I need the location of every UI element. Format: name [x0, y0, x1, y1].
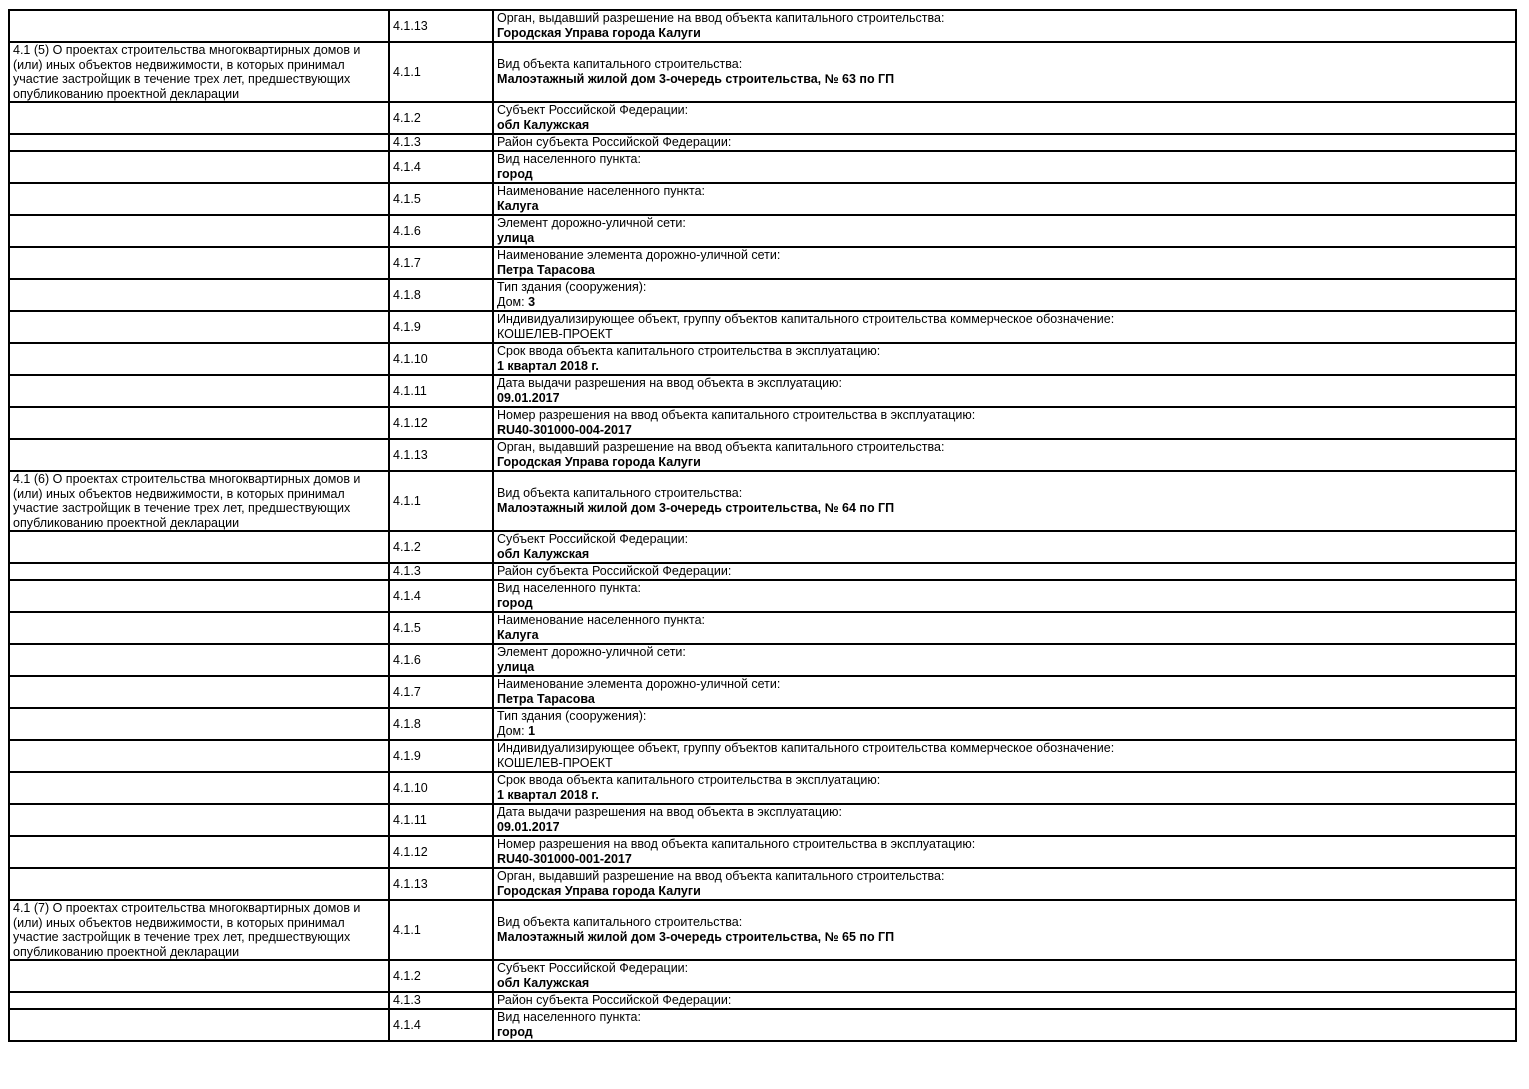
- field-value: RU40-301000-004-2017: [497, 423, 632, 437]
- field-value: Петра Тарасова: [497, 692, 595, 706]
- row-code: 4.1.11: [389, 375, 493, 407]
- row-code: 4.1.4: [389, 580, 493, 612]
- field-value: 1 квартал 2018 г.: [497, 359, 599, 373]
- field-label: Вид населенного пункта:: [497, 581, 641, 595]
- table-row: [9, 612, 1516, 644]
- section-empty-cell: [9, 183, 389, 215]
- field-value: RU40-301000-001-2017: [497, 852, 632, 866]
- field-cell: [493, 42, 1516, 102]
- table-row: [9, 676, 1516, 708]
- section-empty-cell: [9, 960, 389, 992]
- field-cell: [493, 151, 1516, 183]
- field-label: Тип здания (сооружения):: [497, 280, 647, 294]
- row-code: 4.1.6: [389, 215, 493, 247]
- section-title: 4.1 (7) О проектах строительства многоквартирных домов и (или) иных объектов недвижимости, в которых принимал участие застройщик в течение трех лет, предшествующих опубликованию проектной декларации: [13, 901, 361, 959]
- row-code: 4.1.3: [389, 992, 493, 1009]
- table-row: [9, 836, 1516, 868]
- field-cell: [493, 407, 1516, 439]
- row-code: 4.1.9: [389, 740, 493, 772]
- field-cell: [493, 992, 1516, 1009]
- section-title-cell: [9, 42, 389, 102]
- field-label: Орган, выдавший разрешение на ввод объекта капитального строительства:: [497, 440, 945, 454]
- field-label: Наименование населенного пункта:: [497, 184, 706, 198]
- field-value: КОШЕЛЕВ-ПРОЕКТ: [497, 327, 613, 341]
- field-value: 09.01.2017: [497, 391, 560, 405]
- field-value: Малоэтажный жилой дом 3-очередь строительства, № 63 по ГП: [497, 72, 895, 86]
- field-label: Дата выдачи разрешения на ввод объекта в эксплуатацию:: [497, 805, 842, 819]
- row-code: 4.1.7: [389, 247, 493, 279]
- field-label: Район субъекта Российской Федерации:: [497, 135, 732, 149]
- row-code: 4.1.1: [389, 900, 493, 960]
- field-cell: [493, 279, 1516, 311]
- table-row: [9, 375, 1516, 407]
- field-label: Орган, выдавший разрешение на ввод объекта капитального строительства:: [497, 11, 945, 25]
- row-code: 4.1.8: [389, 708, 493, 740]
- row-code: 4.1.3: [389, 563, 493, 580]
- field-cell: [493, 644, 1516, 676]
- field-value: 1 квартал 2018 г.: [497, 788, 599, 802]
- field-label: Индивидуализирующее объект, группу объектов капитального строительства коммерческое обозначение:: [497, 741, 1115, 755]
- section-empty-cell: [9, 580, 389, 612]
- row-code: 4.1.5: [389, 183, 493, 215]
- field-label: Наименование населенного пункта:: [497, 613, 706, 627]
- field-value: обл Калужская: [497, 547, 590, 561]
- field-cell: [493, 960, 1516, 992]
- section-empty-cell: [9, 612, 389, 644]
- field-cell: [493, 183, 1516, 215]
- field-value: обл Калужская: [497, 976, 590, 990]
- field-cell: [493, 311, 1516, 343]
- table-row: [9, 960, 1516, 992]
- row-code: 4.1.9: [389, 311, 493, 343]
- field-cell: [493, 10, 1516, 42]
- field-label: Срок ввода объекта капитального строительства в эксплуатацию:: [497, 773, 881, 787]
- table-row: [9, 151, 1516, 183]
- field-value-prefix: Дом:: [497, 295, 529, 309]
- field-cell: [493, 612, 1516, 644]
- table-row: [9, 471, 1516, 531]
- row-code: 4.1.3: [389, 134, 493, 151]
- field-value: город: [497, 1025, 533, 1039]
- table-row: [9, 102, 1516, 134]
- table-row: [9, 1009, 1516, 1041]
- field-label: Район субъекта Российской Федерации:: [497, 993, 732, 1007]
- row-code: 4.1.2: [389, 531, 493, 563]
- field-value: Малоэтажный жилой дом 3-очередь строительства, № 65 по ГП: [497, 930, 895, 944]
- section-empty-cell: [9, 151, 389, 183]
- field-label: Наименование элемента дорожно-уличной сети:: [497, 677, 781, 691]
- field-cell: [493, 900, 1516, 960]
- field-cell: [493, 247, 1516, 279]
- field-label: Номер разрешения на ввод объекта капитального строительства в эксплуатацию:: [497, 408, 976, 422]
- field-label: Вид населенного пункта:: [497, 1010, 641, 1024]
- section-empty-cell: [9, 102, 389, 134]
- section-title-cell: [9, 471, 389, 531]
- section-empty-cell: [9, 311, 389, 343]
- table-row: [9, 804, 1516, 836]
- field-cell: [493, 343, 1516, 375]
- row-code: 4.1.12: [389, 407, 493, 439]
- section-empty-cell: [9, 992, 389, 1009]
- section-empty-cell: [9, 531, 389, 563]
- row-code: 4.1.12: [389, 836, 493, 868]
- field-cell: [493, 531, 1516, 563]
- row-code: 4.1.11: [389, 804, 493, 836]
- row-code: 4.1.2: [389, 102, 493, 134]
- field-cell: [493, 868, 1516, 900]
- field-label: Вид объекта капитального строительства:: [497, 57, 743, 71]
- field-cell: [493, 439, 1516, 471]
- table-row: [9, 343, 1516, 375]
- field-cell: [493, 708, 1516, 740]
- section-empty-cell: [9, 134, 389, 151]
- section-empty-cell: [9, 868, 389, 900]
- field-value: улица: [497, 660, 535, 674]
- field-value: Малоэтажный жилой дом 3-очередь строительства, № 64 по ГП: [497, 501, 895, 515]
- section-title-cell: [9, 900, 389, 960]
- field-label: Субъект Российской Федерации:: [497, 532, 689, 546]
- table-row: [9, 10, 1516, 42]
- table-row: [9, 644, 1516, 676]
- section-empty-cell: [9, 740, 389, 772]
- section-empty-cell: [9, 676, 389, 708]
- table-row: [9, 900, 1516, 960]
- row-code: 4.1.5: [389, 612, 493, 644]
- field-cell: [493, 836, 1516, 868]
- section-empty-cell: [9, 804, 389, 836]
- field-label: Орган, выдавший разрешение на ввод объекта капитального строительства:: [497, 869, 945, 883]
- table-row: [9, 531, 1516, 563]
- field-value: КОШЕЛЕВ-ПРОЕКТ: [497, 756, 613, 770]
- section-empty-cell: [9, 563, 389, 580]
- row-code: 4.1.6: [389, 644, 493, 676]
- field-value: город: [497, 167, 533, 181]
- section-empty-cell: [9, 439, 389, 471]
- field-label: Тип здания (сооружения):: [497, 709, 647, 723]
- field-label: Субъект Российской Федерации:: [497, 961, 689, 975]
- row-code: 4.1.10: [389, 772, 493, 804]
- field-value: Городская Управа города Калуги: [497, 26, 701, 40]
- section-empty-cell: [9, 279, 389, 311]
- table-row: [9, 134, 1516, 151]
- table-row: [9, 772, 1516, 804]
- section-empty-cell: [9, 708, 389, 740]
- field-value: Городская Управа города Калуги: [497, 884, 701, 898]
- field-cell: [493, 772, 1516, 804]
- table-row: [9, 247, 1516, 279]
- project-declaration-table: [8, 9, 1517, 1042]
- table-row: [9, 580, 1516, 612]
- row-code: 4.1.13: [389, 439, 493, 471]
- field-label: Вид объекта капитального строительства:: [497, 915, 743, 929]
- row-code: 4.1.2: [389, 960, 493, 992]
- section-empty-cell: [9, 343, 389, 375]
- field-cell: [493, 580, 1516, 612]
- row-code: 4.1.1: [389, 471, 493, 531]
- field-value: [497, 295, 1512, 310]
- field-value: Петра Тарасова: [497, 263, 595, 277]
- field-cell: [493, 740, 1516, 772]
- table-row: [9, 183, 1516, 215]
- section-empty-cell: [9, 375, 389, 407]
- section-empty-cell: [9, 644, 389, 676]
- table-row: [9, 868, 1516, 900]
- field-cell: [493, 471, 1516, 531]
- table-row: [9, 992, 1516, 1009]
- table-row: [9, 708, 1516, 740]
- field-value: город: [497, 596, 533, 610]
- field-value: Калуга: [497, 199, 539, 213]
- table-row: [9, 42, 1516, 102]
- section-empty-cell: [9, 772, 389, 804]
- field-cell: [493, 215, 1516, 247]
- table-row: [9, 279, 1516, 311]
- field-value: Городская Управа города Калуги: [497, 455, 701, 469]
- row-code: 4.1.13: [389, 10, 493, 42]
- row-code: 4.1.8: [389, 279, 493, 311]
- field-label: Дата выдачи разрешения на ввод объекта в эксплуатацию:: [497, 376, 842, 390]
- field-label: Элемент дорожно-уличной сети:: [497, 216, 686, 230]
- field-label: Номер разрешения на ввод объекта капитального строительства в эксплуатацию:: [497, 837, 976, 851]
- field-value: Калуга: [497, 628, 539, 642]
- section-title: 4.1 (5) О проектах строительства многоквартирных домов и (или) иных объектов недвижимости, в которых принимал участие застройщик в течение трех лет, предшествующих опубликованию проектной декларации: [13, 43, 361, 101]
- field-label: Район субъекта Российской Федерации:: [497, 564, 732, 578]
- field-value: улица: [497, 231, 535, 245]
- table-row: [9, 740, 1516, 772]
- field-value-prefix: Дом:: [497, 724, 529, 738]
- field-cell: [493, 804, 1516, 836]
- field-value: [497, 724, 1512, 739]
- row-code: 4.1.1: [389, 42, 493, 102]
- section-empty-cell: [9, 247, 389, 279]
- row-code: 4.1.10: [389, 343, 493, 375]
- field-label: Индивидуализирующее объект, группу объектов капитального строительства коммерческое обозначение:: [497, 312, 1115, 326]
- section-empty-cell: [9, 215, 389, 247]
- section-empty-cell: [9, 836, 389, 868]
- field-value-text: 1: [528, 724, 536, 738]
- field-cell: [493, 134, 1516, 151]
- field-value: обл Калужская: [497, 118, 590, 132]
- field-cell: [493, 375, 1516, 407]
- declaration-table-body: [9, 10, 1516, 1041]
- field-cell: [493, 676, 1516, 708]
- row-code: 4.1.13: [389, 868, 493, 900]
- row-code: 4.1.4: [389, 151, 493, 183]
- field-cell: [493, 1009, 1516, 1041]
- table-row: [9, 311, 1516, 343]
- table-row: [9, 563, 1516, 580]
- row-code: 4.1.7: [389, 676, 493, 708]
- field-label: Элемент дорожно-уличной сети:: [497, 645, 686, 659]
- field-value: 09.01.2017: [497, 820, 560, 834]
- table-row: [9, 439, 1516, 471]
- field-label: Наименование элемента дорожно-уличной сети:: [497, 248, 781, 262]
- section-empty-cell: [9, 10, 389, 42]
- field-label: Вид населенного пункта:: [497, 152, 641, 166]
- field-label: Срок ввода объекта капитального строительства в эксплуатацию:: [497, 344, 881, 358]
- section-empty-cell: [9, 1009, 389, 1041]
- field-label: Вид объекта капитального строительства:: [497, 486, 743, 500]
- field-value-text: 3: [528, 295, 536, 309]
- table-row: [9, 407, 1516, 439]
- table-row: [9, 215, 1516, 247]
- field-label: Субъект Российской Федерации:: [497, 103, 689, 117]
- section-empty-cell: [9, 407, 389, 439]
- section-title: 4.1 (6) О проектах строительства многоквартирных домов и (или) иных объектов недвижимости, в которых принимал участие застройщик в течение трех лет, предшествующих опубликованию проектной декларации: [13, 472, 361, 530]
- document-page: [0, 9, 1529, 1089]
- row-code: 4.1.4: [389, 1009, 493, 1041]
- field-cell: [493, 563, 1516, 580]
- field-cell: [493, 102, 1516, 134]
